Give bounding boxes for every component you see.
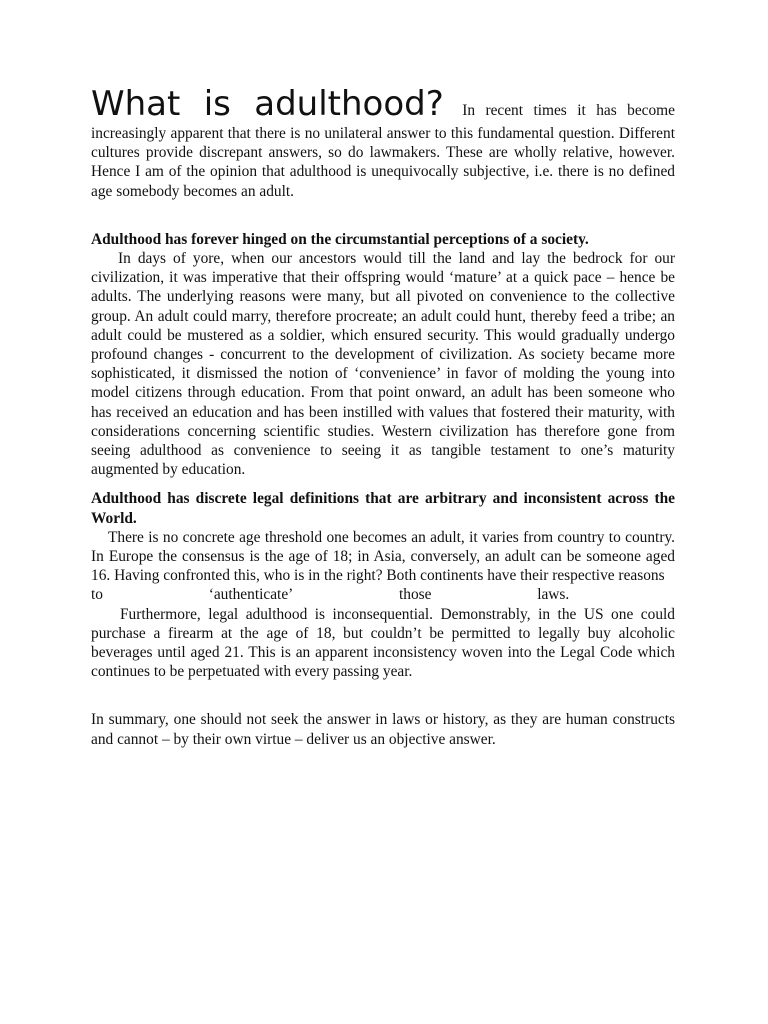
spacer bbox=[91, 479, 675, 489]
summary-text: In summary, one should not seek the answer in laws or history, as they are human constructs and cannot – by their own virtue – deliver us an objective answer. bbox=[91, 711, 675, 748]
section2-body1: There is no concrete age threshold one becomes an adult, it varies from country to country. In Europe the consensus is the age of 18; in Asia, conversely, an adult can be someone aged 16. Having confronted this, who is in the right? Both continents have their respective reasons bbox=[91, 528, 675, 585]
section1-heading: Adulthood has forever hinged on the circumstantial perceptions of a society. bbox=[91, 230, 589, 248]
document-title: What is adulthood? bbox=[91, 84, 444, 124]
word: to bbox=[91, 586, 103, 604]
section2-body2-paragraph bbox=[91, 605, 675, 682]
section2-body2: Furthermore, legal adulthood is inconsequential. Demonstrably, in the US one could purchase a firearm at the age of 18, but couldn’t be permitted to legally buy alcoholic beverages until aged 21. This is an apparent inconsistency woven into the Legal Code which continues to be perpetuated with every passing year. bbox=[91, 605, 675, 681]
word: those bbox=[399, 586, 432, 604]
section2-heading: Adulthood has discrete legal definitions that are arbitrary and inconsistent across the World. bbox=[91, 490, 675, 527]
intro-text: In recent times it has become increasingly apparent that there is no unilateral answer to this fundamental question. Different cultures provide discrepant answers, so do lawmakers. These are wholly relative, however. Hence I am of the opinion that adulthood is unequivocally subjective, i.e. there is no defined age somebody becomes an adult. bbox=[91, 102, 675, 200]
section1-paragraph bbox=[91, 230, 675, 480]
section2 bbox=[91, 489, 675, 681]
spacer bbox=[91, 201, 675, 230]
summary-paragraph bbox=[91, 710, 675, 748]
section1-body: In days of yore, when our ancestors would till the land and lay the bedrock for our civilization, it was imperative that their offspring would ‘mature’ at a quick pace – hence be adults. The underlying reasons were many, but all pivoted on convenience to the collective group. An adult could marry, therefore procreate; an adult could hunt, thereby feed a tribe; an adult could be mustered as a soldier, which ensured security. This would gradually undergo profound changes - concurrent to the development of civilization. As society became more sophisticated, it dismissed the notion of ‘convenience’ in favor of molding the young into model citizens through education. From that point onward, an adult has been someone who has received an education and has been instilled with values that fostered their maturity, with considerations concerning scientific studies. Western civilization has therefore gone from seeing adulthood as convenience to seeing it as tangible testament to one’s maturity augmented by education. bbox=[91, 250, 675, 479]
document-page bbox=[91, 84, 675, 749]
word: ‘authenticate’ bbox=[208, 586, 294, 604]
section2-body1-last-line bbox=[91, 585, 675, 604]
word: laws. bbox=[537, 586, 570, 604]
section2-heading-paragraph bbox=[91, 489, 675, 585]
spacer bbox=[91, 681, 675, 710]
intro-paragraph bbox=[91, 84, 675, 201]
